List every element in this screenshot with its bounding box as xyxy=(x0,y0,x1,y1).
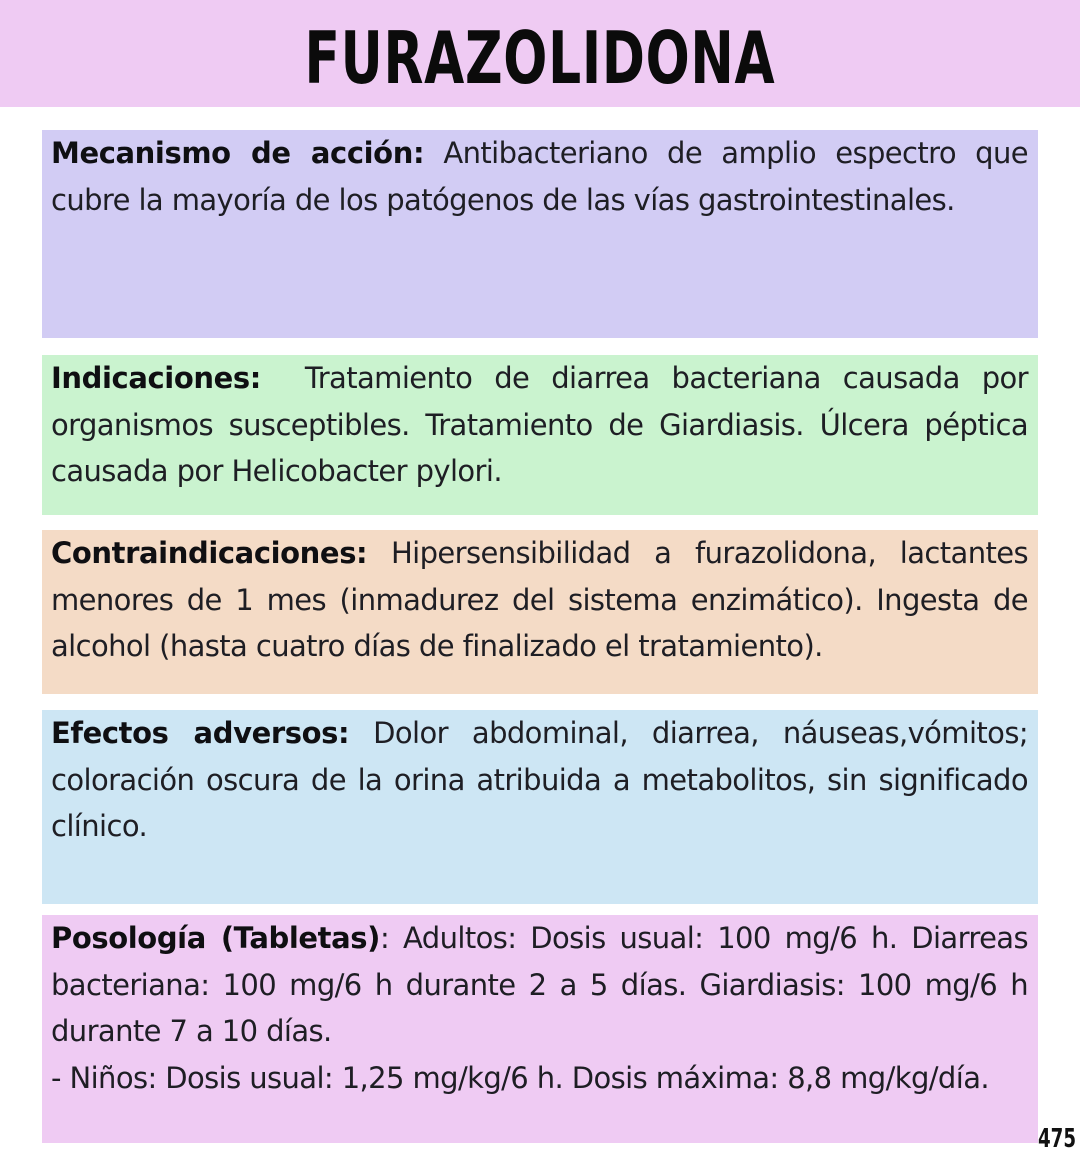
section-contraindications-text xyxy=(51,530,1028,670)
section-dosage-text xyxy=(51,915,1028,1055)
section-indications-label: Indicaciones: xyxy=(51,361,261,395)
section-contraindications-body: Hipersensibilidad a furazolidona, lactantes menores de 1 mes (inmadurez del sistema enzimático). Ingesta de alcohol (hasta cuatro días de finalizado el tratamiento). xyxy=(51,536,1028,663)
section-adverse-effects xyxy=(42,710,1038,904)
section-indications-text xyxy=(51,355,1037,495)
section-adverse-effects-text xyxy=(51,710,1028,850)
section-dosage-label: Posología (Tabletas) xyxy=(51,921,381,955)
drug-title: FURAZOLIDONA xyxy=(304,15,776,100)
section-mechanism-body: Antibacteriano de amplio espectro que cubre la mayoría de los patógenos de las vías gastrointestinales. xyxy=(51,136,1029,217)
section-dosage-children: - Niños: Dosis usual: 1,25 mg/kg/6 h. Dosis máxima: 8,8 mg/kg/día. xyxy=(51,1060,989,1095)
section-mechanism-text xyxy=(51,130,1028,223)
section-indications-body: Tratamiento de diarrea bacteriana causada por organismos susceptibles. Tratamiento de Giardiasis. Úlcera péptica causada por Helicobacter pylori. xyxy=(51,361,1037,488)
page-number: 475 xyxy=(1038,1124,1076,1154)
section-dosage-adults: : Adultos: Dosis usual: 100 mg/6 h. Diarreas bacteriana: 100 mg/6 h durante 2 a 5 días. Giardiasis: 100 mg/6 h durante 7 a 10 días. xyxy=(51,921,1028,1048)
section-contraindications xyxy=(42,530,1038,694)
title-banner xyxy=(0,0,1080,107)
section-mechanism xyxy=(42,130,1038,338)
section-adverse-effects-label: Efectos adversos: xyxy=(51,716,350,750)
section-dosage xyxy=(42,915,1038,1143)
section-mechanism-label: Mecanismo de acción: xyxy=(51,136,425,170)
section-contraindications-label: Contraindicaciones: xyxy=(51,536,368,570)
section-adverse-effects-body: Dolor abdominal, diarrea, náuseas,vómitos; coloración oscura de la orina atribuida a metabolitos, sin significado clínico. xyxy=(51,716,1028,843)
section-indications xyxy=(42,355,1038,515)
